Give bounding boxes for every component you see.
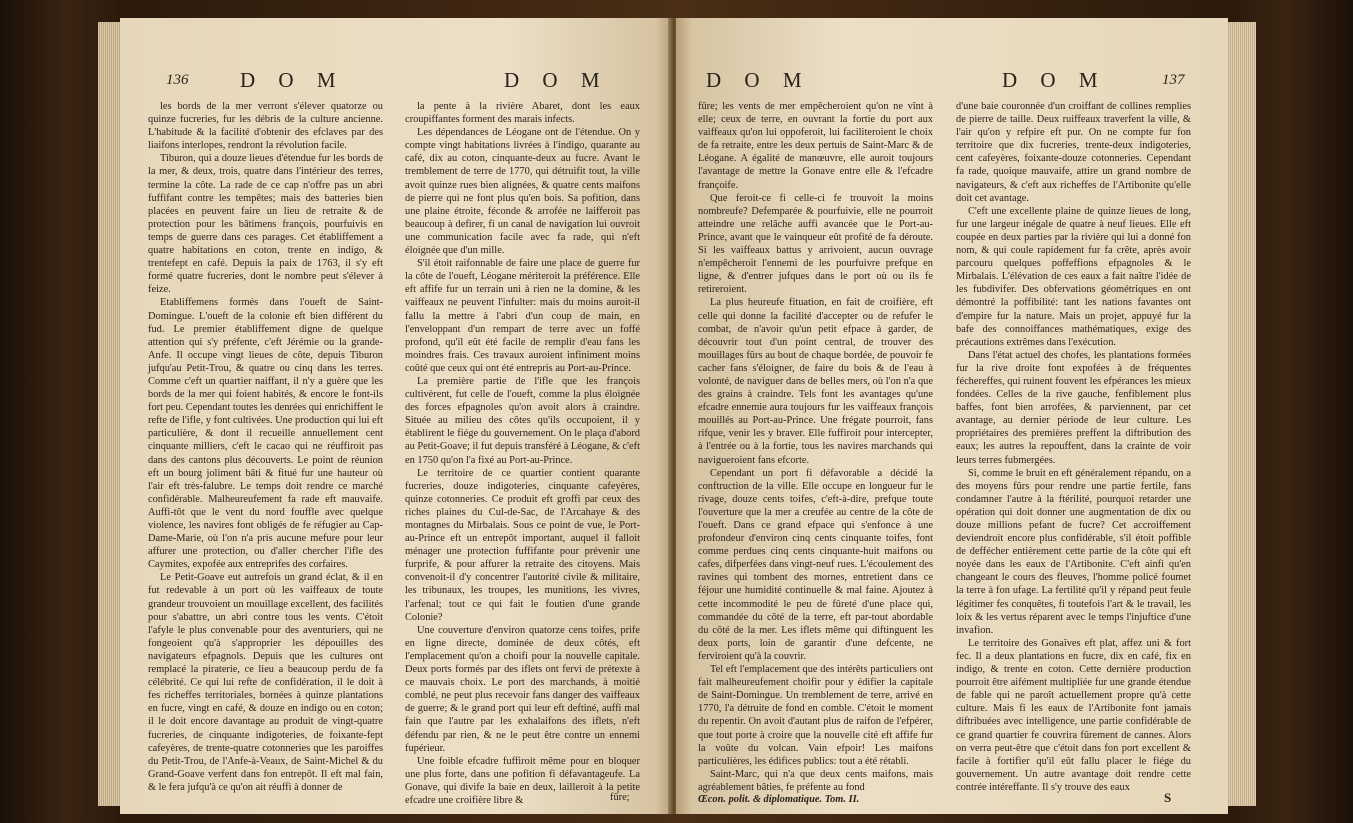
running-head: D O M (706, 68, 811, 92)
page-edges-left (98, 22, 120, 806)
page-number: 136 (166, 72, 189, 88)
paragraph: Que feroit-ce fi celle-ci fe trouvoit la moins nombreufe? Defemparée & pourfuivie, elle ne pourroit atteindre une relâche auffi avancée que le Port-au-Prince, avant que le vainqueur eût profité de fa déroute. Si les vaiffeaux battus y arrivoient, aucun ouvrage n'empêcheroit l'ennemi de les pourfuivre prefque en ligne, & d'entrer jufques dans le port où ou ils fe retireroient. (698, 192, 933, 296)
paragraph: C'eft une excellente plaine de quinze lieues de long, fur une largeur inégale de quatre à neuf lieues. Elle eft coupée en deux parties par la rivière qui lui a donné fon nom, & qui coule rapidement fur fa crête, après avoir parcouru quelques poffeffions efpagnoles & le Mirbalais. L'élévation de ces eaux a fait naître l'idée de les fubdivifer. Des obfervations géométriques en ont démontré la poffibilité: tant les nations favantes ont d'empire fur la nature. Mais un projet, appuyé fur la bafe des connoiffances mathématiques, exige des précautions extrêmes dans l'exécution. (956, 205, 1191, 348)
text-column (698, 100, 933, 793)
paragraph: Si, comme le bruit en eft généralement répandu, on a des moyens fûrs pour rendre une partie fertile, fans condamner l'autre à la ftérilité, pourquoi retarder une opération qui doit donner une augmentation de dix ou douze millions pefant de fucre? Cet accroiffement deviendroit encore plus confidérable, s'il étoit poffible de deffécher entièrement cette partie de la côte qui eft noyée dans les eaux de l'Artibonite. C'eft ainfi qu'en changeant le cours des fleuves, l'homme policé foumet la terre à fon ufage. La fertilité qu'il y répand peut feule légitimer fes conquêtes, fi toutefois l'art & le travail, les loix & les vertus réparent avec le temps l'injuftice d'une invafion. (956, 467, 1191, 636)
paragraph: fûre; les vents de mer empêcheroient qu'on ne vînt à elle; ceux de terre, en ouvrant la fortie du port aux vaiffeaux qu'on lui oppoferoit, lui faciliteroient le choix de fa retraite, entre les deux pertuis de Saint-Marc & de Léogane. A égalité de manœuvre, elle auroit toujours l'avantage de mettre la Gonave entre elle & l'efcadre françoife. (698, 101, 933, 191)
paragraph: Le Petit-Goave eut autrefois un grand éclat, & il en fut redevable à un port où les vaiffeaux de toute grandeur trouvoient un mouillage excellent, des facilités pour s'abattre, un abri contre tous les vents. C'étoit l'afyle le plus convenable pour des aventuriers, qui ne fongeoient qu'à s'approprier les dépouilles des navigateurs efpagnols. Depuis que les cultures ont remplacé la piraterie, ce lieu a beaucoup perdu de fa célébrité. Ce qui lui refte de confidération, il le doit à fes richeffes territoriales, bornées à quinze plantations en fucre, vingt en café, & douze en indigo ou en coton; il le doit encore davantage au produit de vingt-quatre fucreries, de cinquante indigoteries, de foixante-fept cafeyères, de trente-quatre cotonneries que les paroiffes du Petit-Trou, de l'Anfe-à-Veaux, de Saint-Michel & du Grand-Goave verfent dans fon entrepôt. Il eft mal fain, & le fera jufqu'à ce qu'on ait réuffi à donner de (148, 572, 383, 793)
footer-title: Œcon. polit. & diplomatique. (698, 794, 823, 805)
page-edges-right (1226, 22, 1256, 806)
running-head: D O M (240, 68, 345, 92)
paragraph: Saint-Marc, qui n'a que deux cents maifons, mais agréablement bâties, fe préfente au fond (698, 768, 933, 793)
paragraph: Tel eft l'emplacement que des intérêts particuliers ont fait malheureufement choifir pour y édifier la capitale de Saint-Domingue. Un tremblement de terre, arrivé en 1770, l'a détruite de fond en comble. C'étoit le moment du repentir. On avoit d'autant plus de raifon de l'efpérer, que tout porte à croire que la nouvelle cité eft affife fur la voûte du volcan. Vain efpoir! Les maifons particulières, les édifices publics: tout a été rétabli. (698, 664, 933, 767)
text-column (148, 100, 384, 793)
paragraph: S'il étoit raifonnable de faire une place de guerre fur la côte de l'oueft, Léogane mériteroit la préférence. Elle eft affife fur un terrain uni à rien ne la domine, & les vaiffeaux ne peuvent l'infulter: mais du moins auroit-il fallu la mettre à l'abri d'un coup de main, en l'enveloppant d'un rempart de terre avec un foffé profond, qu'il eût été facile de remplir d'eau fans les moindres frais. Ces travaux auroient infiniment moins coûté que ceux qui ont été entrepris au Port-au-Prince. (405, 258, 640, 374)
paragraph: la pente à la rivière Abaret, dont les eaux croupiffantes forment des marais infects. (405, 101, 640, 126)
paragraph: Tiburon, qui a douze lieues d'étendue fur les bords de la mer, & deux, trois, quatre dans l'intérieur des terres, termine la côte. La rade de ce cap n'offre pas un abri fuffifant contre les tempêtes; mais des batteries bien placées en peuvent faire un lieu de retraite & de protection pour les bâtimens françois, pourfuivis en temps de guerre dans ces parages. Cet établiffement a quatre habitations en coton, trente en indigo, & trentefept en café. Depuis la paix de 1763, il s'y eft formé quatre fucreries, dont le nombre peut s'élever à feize. (148, 153, 383, 296)
paragraph: Une foible efcadre fuffiroit même pour en bloquer une plus forte, dans une pofition fi défavantageufe. La Gonave, qui divife la baie en deux, lailleroit à la petite efcadre une croifière libre & (405, 755, 640, 806)
paragraph: d'une baie couronnée d'un croiffant de collines remplies de pierre de taille. Deux ruiffeaux traverfent la ville, & l'air qu'on y refpire eft pur. On ne compte fur fon territoire que dix fucreries, trente-deux indigoteries, cent cafeyères, foixante-douze cotonneries. Cependant fa rade, quoique mauvaife, attire un grand nombre de navigateurs, & c'eft aux richeffes de l'Artibonite qu'elle doit cet avantage. (956, 101, 1191, 204)
left-page (120, 18, 672, 814)
paragraph: Le territoire de ce quartier contient quarante fucreries, douze indigoteries, cinquante cafeyères, quinze cotonneries. Ce produit eft groffi par ceux des riches plaines du Cul-de-Sac, de l'Arcahaye & des montagnes du Mirbalais. Sous ce point de vue, le Port-au-Prince eft un entrepôt important, auquel il falloit ménager une protection fuffifante pour prévenir une furprife, & pour affurer la retraite des citoyens. Mais convenoit-il d'y concentrer l'autorité civile & militaire, les tribunaux, les troupes, les munitions, les vivres, l'arfenal; tout ce qui fait le foutien d'une grande Colonie? (405, 467, 640, 623)
paragraph: les bords de la mer verront s'élever quatorze ou quinze fucreries, fur les débris de la culture ancienne. L'habitude & la facilité d'obtenir des efclaves par des liaifons interlopes, rendront la révolution facile. (148, 101, 383, 152)
right-page (676, 18, 1228, 814)
paragraph: Les dépendances de Léogane ont de l'étendue. On y compte vingt habitations livrées à l'indigo, quarante au café, dix au coton, cinquante-deux au fucre. Avant le tremblement de terre de 1770, qui détruifit tout, la ville avoit quinze rues bien alignées, & quatre cents maifons de pierre qui ne font plus qu'en bois. Sa pofition, dans une plaine étroite, féconde & arrofée ne laifferoit pas beaucoup à defirer, fi un canal de navigation lui ouvroit une communication facile avec fa rade, qui n'eft éloignée que d'un mille. (405, 127, 640, 257)
page-number: 137 (1162, 72, 1185, 88)
paragraph: Cependant un port fi défavorable a décidé la conftruction de la ville. Elle occupe en longueur fur le rivage, douze cents toifes, c'eft-à-dire, prefque toute l'ouverture que la mer a creufée au centre de la côte de l'oueft. Dans ce grand efpace qui s'enfonce à une profondeur d'environ cinq cents cinquante toifes, font comme perdues cinq cents cinquante-huit maifons ou cafes, difperfées dans vingt-neuf rues. L'écoulement des ravines qui tombent des mornes, entretient dans ce féjour une humidité continuelle & mal faine. Ajoutez à cette incommodité le peu de fûreté d'une place qui, commandée du côté de la terre, eft par-tout abordable du côté de la mer. Les iflets même qui diftinguent les deux ports, loin de garantir d'une defcente, ne ferviroient qu'à la couvrir. (698, 467, 933, 662)
paragraph: La première partie de l'ifle que les françois cultivèrent, fut celle de l'oueft, comme la plus éloignée des forces efpagnoles qu'on avoit alors à craindre. Située au milieu des côtes qu'ils occupoient, il y établirent le fiége du gouvernement. On le plaça d'abord au Petit-Goave; il fut depuis transféré à Léogane, & c'eft en 1750 qu'on l'a fixé au Port-au-Prince. (405, 375, 640, 466)
running-head: D O M (1002, 68, 1107, 92)
footer-volume: Tom. II. (824, 794, 860, 805)
catchword: fûre; (610, 792, 630, 803)
left-page-header (120, 68, 672, 98)
text-column (956, 100, 1191, 793)
right-page-header (676, 68, 1228, 98)
paragraph: Une couverture d'environ quatorze cens toifes, prife en ligne directe, dominée de deux côtés, eft l'emplacement qu'on a choifi pour la nouvelle capitale. Deux ports formés par des iflets ont fervi de prétexte à ce mauvais choix. Le port des marchands, à moitié comblé, ne peut plus recevoir fans danger des vaiffeaux de guerre; & le grand port qui leur eft deftiné, auffi mal fain que l'autre par les exhalaifons des iflets, n'eft défendu par rien, & ne le peut être contre un ennemi fupérieur. (405, 624, 640, 754)
paragraph: Etabliffemens formés dans l'oueft de Saint-Domingue. L'oueft de la colonie eft bien différent du fud. Le premier établiffement digne de quelque attention qui s'y préfente, c'eft Jérémie ou la grande-Anfe. Il occupe vingt lieues de côte, depuis Tiburon jufqu'au Petit-Trou, & quatre ou cinq dans les terres. Comme c'eft un quartier naiffant, il n'y a guère que les bords de la mer qui foient habités, & encore le font-ils fort peu. Cependant toutes les denrées qui enrichiffent le refte de l'ifle, y font cultivées. Une production qui lui eft particulière, & dont il recueille annuellement cent cinquante milliers, c'eft le cacao qui ne réuffiroit pas dans des cantons plus découverts. Le point de réunion eft un bourg joliment bâti & fitué fur une hauteur où l'air eft très-falubre. Le temps doit rendre ce marché confidérable. Malheureufement fa rade eft mauvaife. Auffi-tôt que le vent du nord fouffle avec quelque violence, les navires font obligés de fe réfugier au Cap-Dame-Marie, où l'on n'a pris aucune mefure pour leur affurer une protection, ou d'aller chercher l'ifle des Caymites, expofée aux entreprifes des corfaires. (148, 297, 384, 571)
paragraph: Le territoire des Gonaïves eft plat, affez uni & fort fec. Il a deux plantations en fucre, dix en café, fix en indigo, & trente en coton. Cette dernière production pourroit être aifément multipliée fur une grande étendue de fable qui ne paroît actuellement propre qu'à cette culture. Mais fi les eaux de l'Artibonite font jamais diftribuées avec intelligence, une partie confidérable de ce grand quartier fe couvrira fûrement de cannes. Alors on verra peut-être que c'étoit dans fon port excellent & facile à fortifier qu'il eût fallu placer le fiége du gouvernement. Un autre avantage doit rendre cette contrée intéreffante. Il s'y trouve des eaux (956, 637, 1191, 793)
footer-note (698, 794, 938, 805)
running-head: D O M (504, 68, 609, 92)
signature-mark: S (1164, 790, 1172, 805)
paragraph: Dans l'état actuel des chofes, les plantations formées fur la rive droite font expofées à de fréquentes féchereffes, qui ruinent fouvent les efpérances les mieux fondées. Celles de la rive gauche, fenfiblement plus baffes, font bien arrofées, & parviennent, par cet avantage, au dernier période de leur culture. Les propriétaires des premières preffent la diftribution des eaux; les autres la repouffent, dans la crainte de voir leurs terres fubmergées. (956, 349, 1191, 466)
paragraph: La plus heureufe fituation, en fait de croifière, eft celle qui donne la facilité d'accepter ou de refufer le combat, de n'avoir qu'un petit efpace à garder, de découvrir tout d'un point central, de trouver des mouillages fûrs au bout de chaque bordée, de pouvoir fe cacher fans s'éloigner, de faire du bois & de l'eau à volonté, de naviguer dans de belles mers, où l'on n'a que des grains à craindre. Tels font les avantages qu'une efcadre ennemie aura toujours fur les vaiffeaux françois mouillés au Port-au-Prince. Une frégate pourroit, fans rifque, venir les y braver. Elle fuffiroit pour intercepter, à l'entrée ou à la fortie, tous les navires marchands qui navigueroient fans efcorte. (698, 297, 933, 466)
